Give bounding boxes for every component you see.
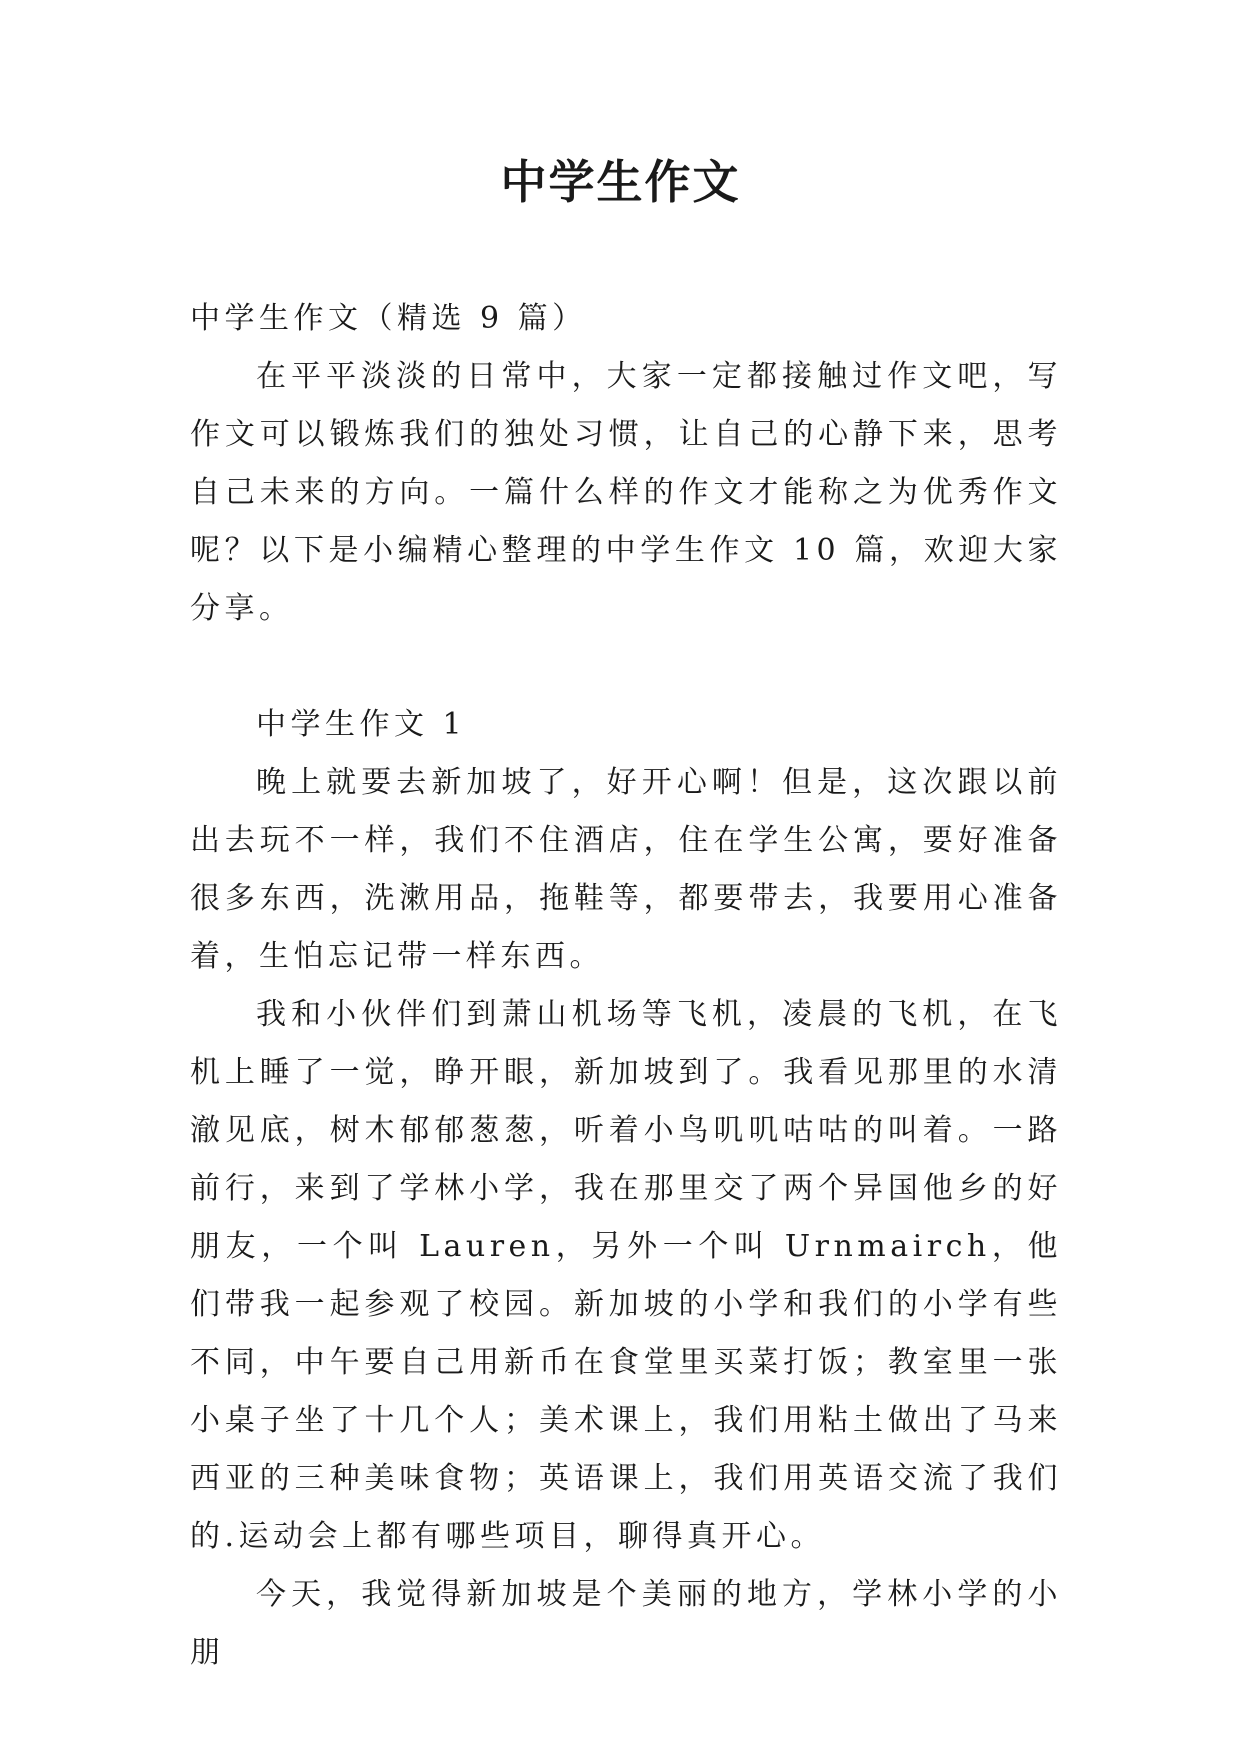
document-title: 中学生作文 <box>500 155 741 209</box>
document-body <box>190 290 1062 1682</box>
section-spacer <box>190 638 1062 696</box>
essay-paragraph: 晚上就要去新加坡了，好开心啊！但是，这次跟以前出去玩不一样，我们不住酒店，住在学生公寓，要好准备很多东西，洗漱用品，拖鞋等，都要带去，我要用心准备着，生怕忘记带一样东西。 <box>190 765 1062 974</box>
essay-heading: 中学生作文 1 <box>256 707 467 742</box>
essay-paragraph: 我和小伙伴们到萧山机场等飞机，凌晨的飞机，在飞机上睡了一觉，睁开眼，新加坡到了。我看见那里的水清澈见底，树木郁郁葱葱，听着小鸟叽叽咕咕的叫着。一路前行，来到了学林小学，我在那里交了两个异国他乡的好朋友，一个叫 Lauren，另外一个叫 Urnmairch，他们带我一起参观了校园。新加坡的小学和我们的小学有些不同，中午要自己用新币在食堂里买菜打饭；教室里一张小桌子坐了十几个人；美术课上，我们用粘土做出了马来西亚的三种美味食物；英语课上，我们用英语交流了我们的.运动会上都有哪些项目，聊得真开心。 <box>190 997 1062 1554</box>
essay-paragraph: 今天，我觉得新加坡是个美丽的地方，学林小学的小朋 <box>190 1577 1062 1670</box>
document-subtitle: 中学生作文（精选 9 篇） <box>190 301 587 336</box>
intro-paragraph: 在平平淡淡的日常中，大家一定都接触过作文吧，写作文可以锻炼我们的独处习惯，让自己的心静下来，思考自己未来的方向。一篇什么样的作文才能称之为优秀作文呢？以下是小编精心整理的中学生作文 10 篇，欢迎大家分享。 <box>190 359 1062 626</box>
